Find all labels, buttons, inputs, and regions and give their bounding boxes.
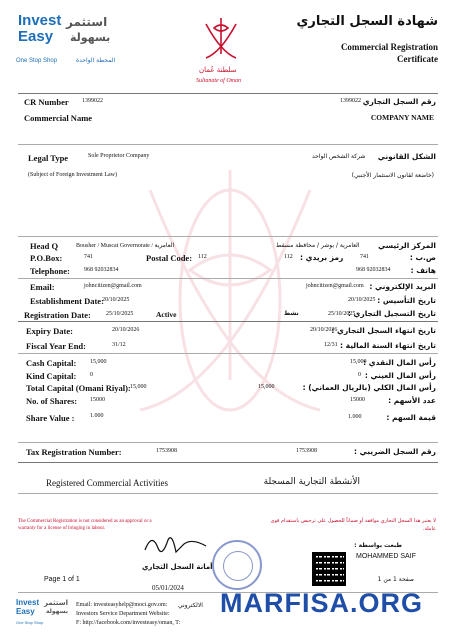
contact-ar: الالكتروني (178, 602, 203, 609)
shares-value-ar: 15000 (350, 397, 365, 403)
establishment-value: 20/10/2025 (102, 297, 130, 303)
activities-title-en: Registered Commercial Activities (46, 478, 168, 488)
email-label: Email: (30, 282, 55, 292)
total-capital-value: 15,000 (130, 384, 147, 390)
establishment-label: Establishment Date: (30, 296, 104, 306)
email-label-ar: البريد الإلكتروني : (369, 282, 436, 291)
telephone-label: Telephone: (30, 266, 70, 276)
invest-easy-footer-logo: Invest Easy استثمر بسهولة One Stop Shop (16, 598, 69, 625)
fiscal-year-label-ar: تاريخ انتهاء السنة المالية : (340, 341, 436, 350)
shares-label: No. of Shares: (26, 396, 78, 406)
tax-number-label: Tax Registration Number: (26, 447, 122, 457)
oman-emblem-watermark (90, 150, 370, 460)
printed-by-label-ar: طبعت بواسطة : (354, 542, 402, 549)
legal-type-label-ar: الشكل القانوني (377, 152, 436, 161)
head-q-value: Bousher / Muscat Governorate / العامرية (76, 243, 175, 249)
foreign-law-ar: (خاضعة لقانون الاستثمار الأجنبي) (351, 172, 434, 179)
shares-value: 15000 (90, 397, 105, 403)
telephone-label-ar: هاتف : (410, 266, 436, 275)
head-q-label: Head Q (30, 241, 59, 251)
cash-capital-label-ar: رأس المال النقدي : (363, 358, 436, 367)
total-capital-value-ar: 15,000 (258, 384, 275, 390)
po-box-label-ar: ص.ب : (409, 253, 436, 262)
expiry-label-ar: تاريخ انتهاء السجل التجاري : (331, 326, 436, 335)
oman-khanjar-emblem (200, 14, 242, 64)
official-stamp (212, 540, 262, 590)
shares-label-ar: عدد الأسهم : (388, 396, 436, 405)
kind-capital-value-ar: 0 (358, 372, 361, 378)
tax-number-value: 1753908 (156, 448, 177, 454)
po-box-label: P.O.Box: (30, 253, 63, 263)
status-value: Active (156, 310, 177, 319)
email-value: johncitizen@gmail.com (84, 283, 142, 289)
divider (18, 353, 438, 354)
tax-number-label-ar: رقم السجل الضريبي : (354, 447, 436, 456)
emblem-caption-ar: سلطنة عُمان (199, 66, 237, 74)
cr-number-label: CR Number (24, 97, 69, 107)
establishment-label-ar: تاريخ التأسيس : (377, 296, 436, 305)
divider (18, 278, 438, 279)
commercial-name-label: Commercial Name (24, 113, 93, 123)
divider (18, 236, 438, 237)
tax-number-value-ar: 1753908 (296, 448, 317, 454)
title-ar: شهادة السجل التجاري (296, 14, 438, 29)
cr-number-label-ar: رقم السجل التجاري (362, 97, 436, 106)
email-value-ar: johncitizen@gmail.com (306, 283, 364, 289)
postal-code-value: 112 (198, 254, 207, 260)
legal-type-value-ar: شركة الشخص الواحد (312, 153, 366, 160)
po-box-value: 741 (84, 254, 93, 260)
expiry-value-ar: 20/10/2026 (310, 327, 338, 333)
fiscal-year-label: Fiscal Year End: (26, 341, 86, 351)
divider (18, 462, 438, 463)
activities-title-ar: الأنشطة التجارية المسجلة (263, 477, 360, 487)
fiscal-year-value: 31/12 (112, 342, 126, 348)
share-value-value-ar: 1.000 (348, 414, 362, 420)
telephone-value-ar: 968 92032834 (356, 267, 391, 273)
registration-label-ar: تاريخ التسجيل التجاري : (347, 309, 436, 318)
total-capital-label-ar: رأس المال الكلي (بالريال العماني) : (302, 383, 436, 392)
disclaimer-ar-2: عاملة. (422, 526, 436, 532)
postal-code-value-ar: 112 (284, 254, 293, 260)
disclaimer-ar-1: لا يعتبر هذا السجل التجاري موافقة أو ضماناً للحصول على ترخيص باستقدام قوى (270, 518, 436, 524)
status-value-ar: نشط (284, 310, 299, 317)
telephone-value: 968 92032834 (84, 267, 119, 273)
total-capital-label: Total Capital (Omani Riyal): (26, 383, 131, 393)
page-info-ar: صفحة 1 من 1 (377, 576, 414, 583)
contact-email: Email: investeasyhelp@moci.gov.om: (76, 602, 168, 608)
disclaimer-en-1: The Commercial Registration is not considered as an approval or a (18, 519, 152, 524)
expiry-value: 20/10/2026 (112, 327, 140, 333)
kind-capital-value: 0 (90, 372, 93, 378)
postal-code-label: Postal Code: (146, 253, 193, 263)
po-box-value-ar: 741 (360, 254, 369, 260)
divider (18, 442, 438, 443)
commercial-name-value: COMPANY NAME (370, 113, 434, 122)
print-date: 05/01/2024 (152, 584, 184, 592)
registration-value-ar: 25/10/2025 (328, 311, 356, 317)
divider (18, 321, 438, 322)
cr-number-value-ar: 1399022 (340, 98, 361, 104)
legal-type-value: Sole Proprietor Company (88, 153, 150, 159)
title-en-2: Certificate (397, 54, 438, 64)
cash-capital-value: 15,000 (90, 359, 107, 365)
disclaimer-en-2: warranty for a license of bringing in labour. (18, 526, 106, 531)
page-info: Page 1 of 1 (44, 576, 80, 583)
legal-type-label: Legal Type (28, 153, 69, 163)
postal-code-label-ar: رمز بريدي : (300, 253, 344, 262)
title-en-1: Commercial Registration (340, 42, 438, 52)
signature (140, 530, 210, 560)
marfisa-watermark: MARFISA.ORG (220, 588, 423, 618)
contact-department: Investors Service Department Website: (76, 611, 170, 617)
cash-capital-label: Cash Capital: (26, 358, 77, 368)
share-value-value: 1.000 (90, 413, 104, 419)
establishment-value-ar: 20/10/2025 (348, 297, 376, 303)
head-q-value-ar: العامرية / بوشر / محافظة مسقط (276, 242, 360, 249)
registrar-ar: أمانة السجل التجاري (142, 563, 213, 571)
qr-code (312, 552, 346, 586)
emblem-caption-en: Sultanate of Oman (196, 78, 241, 84)
registration-value: 25/10/2025 (106, 311, 134, 317)
share-value-label-ar: قيمة السهم : (386, 413, 436, 422)
divider (18, 144, 438, 145)
foreign-law-en: (Subject of Foreign Investment Law) (28, 172, 117, 178)
registration-label: Registration Date: (24, 310, 91, 320)
divider (18, 493, 438, 494)
divider (18, 93, 438, 94)
kind-capital-label: Kind Capital: (26, 371, 77, 381)
expiry-label: Expiry Date: (26, 326, 73, 336)
contact-facebook: F: http://facebook.com/investeasy/oman, T: (76, 620, 181, 626)
share-value-label: Share Value : (26, 413, 75, 423)
fiscal-year-value-ar: 12/31 (324, 342, 338, 348)
printed-by: MOHAMMED SAIF (356, 553, 416, 560)
invest-easy-logo: Invest Easy استثمر بسهولة One Stop Shop المحطة الواحدة (16, 12, 116, 64)
cash-capital-value-ar: 15,000 (350, 359, 367, 365)
head-q-label-ar: المركز الرئيسي (378, 241, 436, 250)
kind-capital-label-ar: رأس المال العيني : (364, 371, 436, 380)
cr-number-value: 1399022 (82, 98, 103, 104)
